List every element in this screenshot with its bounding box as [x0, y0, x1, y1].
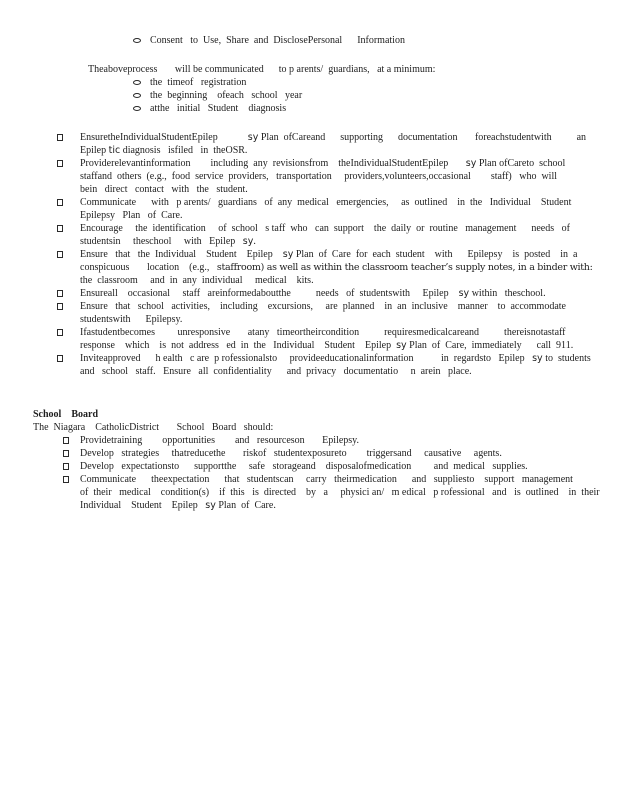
text-segment: within theschool. [469, 288, 546, 299]
text-segment: of their medical condition(s) if this is directed by a physici an/ m edical p rofessional and is outlined in their [80, 487, 600, 498]
text-line [80, 287, 600, 300]
text-segment: the classroom and in any individual medical kits. [80, 275, 314, 286]
text-line [150, 76, 600, 89]
list-item [33, 222, 600, 248]
text-segment: Plan ofCareand supporting documentation foreachstudentwith an [258, 132, 587, 143]
text-segment: and school staff. Ensure all confidentiality and privacy documentatio n arein place. [80, 366, 472, 377]
text-segment: the beginning ofeach school year [150, 90, 303, 101]
text-lines [80, 473, 600, 512]
text-segment: Providerelevantinformation including any revisionsfrom theIndividualStudentEpilep [80, 158, 466, 169]
alt-font-segment: sy [396, 340, 407, 351]
text-segment: Ensure that the Individual Student Epilep [80, 249, 283, 260]
text-line [80, 486, 600, 499]
text-segment: Ensureall occasional staff areinformedaboutthe needs of studentswith Epilep [80, 288, 459, 299]
list-item [33, 157, 600, 196]
text-segment: Develop strategies thatreducethe riskof studentexposureto triggersand causative agents. [80, 448, 502, 459]
text-segment: Plan ofCareto school [476, 158, 566, 169]
text-line [33, 421, 600, 434]
text-segment: studentswith Epilepsy. [80, 314, 183, 325]
text-lines [80, 352, 600, 378]
square-bullet-icon [63, 450, 69, 457]
text-line [80, 326, 600, 339]
list-item [33, 352, 600, 378]
document-content [33, 34, 600, 512]
list-item [33, 76, 600, 89]
circle-bullet-icon [133, 93, 141, 98]
text-segment: the timeof registration [150, 77, 247, 88]
text-lines [80, 300, 600, 326]
alt-font-segment: sy [205, 500, 216, 511]
text-segment: Plan of Care for each student with Epilepsy is posted in a [293, 249, 578, 260]
circle-bullet-icon [133, 106, 141, 111]
circle-bullet-icon [133, 80, 141, 85]
list-item [33, 473, 600, 512]
text-segment: Encourage the identification of school s taff who can support the daily or routine management needs of [80, 223, 570, 234]
text-line [80, 499, 600, 512]
text-segment: Develop expectationsto supportthe safe storageand disposalofmedication and medical supplies. [80, 461, 528, 472]
text-line [80, 261, 600, 274]
text-segment: Ifastudentbecomes unresponsive atany timeortheircondition requiresmedicalcareand thereisnotastaff [80, 327, 566, 338]
list-item [33, 460, 600, 473]
text-line [80, 473, 600, 486]
text-line [80, 460, 600, 473]
circle-bullet-icon [133, 38, 141, 43]
text-segment: Providetraining opportunities and resourceson Epilepsy. [80, 435, 360, 446]
text-segment: Communicate with p arents/ guardians of any medical emergencies, as outlined in the Individual Student [80, 197, 572, 208]
alt-font-segment: sy [282, 249, 294, 260]
text-lines [33, 408, 600, 421]
text-lines [80, 287, 600, 300]
text-segment: Ensure that school activities, including excursions, are planned in an inclusive manner to accommodate [80, 301, 566, 312]
square-bullet-icon [57, 251, 63, 258]
text-segment: to students [542, 353, 591, 364]
text-line [80, 209, 600, 222]
square-bullet-icon [57, 329, 63, 336]
square-bullet-icon [57, 355, 63, 362]
list-item [33, 34, 600, 47]
text-line [80, 274, 600, 287]
text-line [80, 447, 600, 460]
text-lines [80, 222, 600, 248]
text-segment: Epilepsy Plan of Care. [80, 210, 183, 221]
text-line [80, 235, 600, 248]
square-bullet-icon [57, 225, 63, 232]
text-lines [80, 196, 600, 222]
text-lines [80, 157, 600, 196]
alt-font-segment: tic [108, 145, 121, 156]
text-lines [80, 460, 600, 473]
text-lines [88, 63, 600, 76]
square-bullet-icon [63, 463, 69, 470]
text-segment: Theaboveprocess will be communicated to p arents/ guardians, at a minimum: [88, 64, 436, 75]
text-lines [80, 131, 600, 157]
text-segment: bein direct contact with the student. [80, 184, 248, 195]
paragraph [33, 63, 600, 76]
text-segment: Consent to Use, Share and DisclosePersonal Information [150, 35, 405, 46]
text-line [80, 170, 600, 183]
text-line [80, 313, 600, 326]
text-line [150, 34, 600, 47]
text-line [80, 339, 600, 352]
square-bullet-icon [63, 437, 69, 444]
list-item [33, 326, 600, 352]
alt-font-segment: sy [465, 158, 477, 169]
text-line [80, 365, 600, 378]
alt-font-segment: sy [242, 236, 254, 247]
text-lines [150, 34, 600, 47]
text-line [80, 352, 600, 365]
text-segment: Communicate theexpectation that studentscan carry theirmedication and suppliesto support management [80, 474, 573, 485]
paragraph [33, 421, 600, 434]
text-line [88, 63, 600, 76]
text-line [150, 89, 600, 102]
text-lines [80, 434, 600, 447]
alt-font-segment: sy [532, 353, 543, 364]
text-segment: conspicuous location (e.g., [80, 262, 217, 273]
text-lines [80, 326, 600, 352]
square-bullet-icon [57, 134, 63, 141]
text-segment: Inviteapproved h ealth c are p rofessionalsto provideeducationalinformation in regardsto Epilep [80, 353, 533, 364]
text-segment: EnsuretheIndividualStudentEpilep [80, 132, 248, 143]
list-item [33, 434, 600, 447]
text-segment: diagnosis isfiled in theOSR. [120, 145, 248, 156]
text-segment: Epilep [80, 145, 109, 156]
text-lines [150, 89, 600, 102]
text-segment: School Board [33, 409, 99, 420]
text-line [33, 408, 600, 421]
text-lines [150, 76, 600, 89]
section-heading [33, 408, 600, 421]
text-segment: Plan of Care. [215, 500, 276, 511]
text-lines [80, 447, 600, 460]
list-item [33, 89, 600, 102]
list-item [33, 300, 600, 326]
text-lines [150, 102, 600, 115]
list-item [33, 196, 600, 222]
text-segment: studentsin theschool with Epilep [80, 236, 243, 247]
text-line [80, 300, 600, 313]
text-line [80, 157, 600, 170]
text-segment: The Niagara CatholicDistrict School Board should: [33, 422, 274, 433]
text-segment: atthe initial Student diagnosis [150, 103, 287, 114]
list-item [33, 131, 600, 157]
text-line [80, 144, 600, 157]
text-segment: Individual Student Epilep [80, 500, 206, 511]
list-item [33, 287, 600, 300]
text-line [80, 222, 600, 235]
text-lines [80, 248, 600, 287]
square-bullet-icon [57, 160, 63, 167]
text-segment: Plan of Care, immediately call 911. [406, 340, 574, 351]
text-line [80, 183, 600, 196]
square-bullet-icon [63, 476, 69, 483]
text-line [80, 131, 600, 144]
text-segment: response which is not address ed in the Individual Student Epilep [80, 340, 397, 351]
text-segment: . [253, 236, 256, 247]
square-bullet-icon [57, 303, 63, 310]
square-bullet-icon [57, 290, 63, 297]
text-lines [33, 421, 600, 434]
alt-font-segment: sy [458, 288, 470, 299]
list-item [33, 248, 600, 287]
list-item [33, 447, 600, 460]
list-item [33, 102, 600, 115]
square-bullet-icon [57, 199, 63, 206]
alt-font-segment: sy [247, 132, 259, 143]
text-segment: staffand others (e.g., food service providers, transportation providers,volunteers,occasional staff) who will [80, 171, 558, 182]
text-line [80, 248, 600, 261]
text-line [80, 434, 600, 447]
text-line [150, 102, 600, 115]
text-line [80, 196, 600, 209]
alt-font-segment: staffroom) as well as within the classroom teacher’s supply notes, in a binder with: [216, 262, 593, 273]
